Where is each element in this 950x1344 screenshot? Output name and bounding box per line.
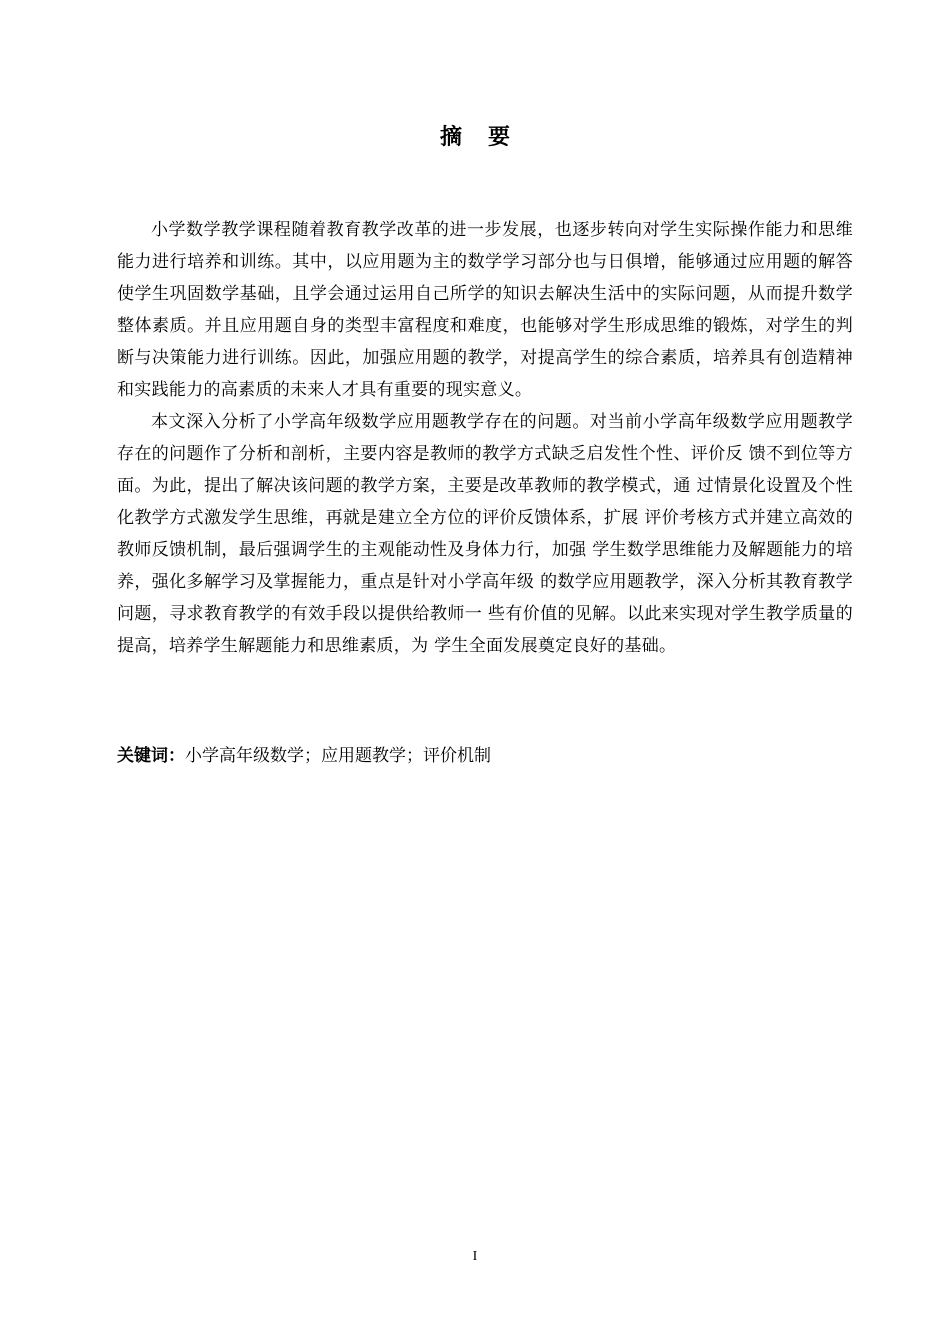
keywords-line xyxy=(117,741,853,771)
abstract-heading: 摘要 xyxy=(439,125,536,150)
page-number: I xyxy=(472,1249,478,1264)
keywords-label: 关键词： xyxy=(117,746,185,766)
abstract-paragraph-1: 小学数学教学课程随着教育教学改革的进一步发展，也逐步转向对学生实际操作能力和思维能力进行培养和训练。其中，以应用题为主的数学学习部分也与日俱增，能够通过应用题的解答使学生巩固数学基础，且学会通过运用自己所学的知识去解决生活中的实际问题，从而提升数学整体素质。并且应用题自身的类型丰富程度和难度，也能够对学生形成思维的锻炼，对学生的判断与决策能力进行训练。因此，加强应用题的教学，对提高学生的综合素质，培养具有创造精神和实践能力的高素质的未来人才具有重要的现实意义。 xyxy=(117,220,853,400)
keywords-text: 小学高年级数学；应用题教学；评价机制 xyxy=(185,746,491,766)
abstract-body xyxy=(117,214,853,662)
abstract-paragraph-2: 本文深入分析了小学高年级数学应用题教学存在的问题。对当前小学高年级数学应用题教学存在的问题作了分析和剖析，主要内容是教师的教学方式缺乏启发性个性、评价反 馈不到位等方面。为此，提出了解决该问题的教学方案，主要是改革教师的教学模式，通 过情景化设置及个性化教学方式激发学生思维，再就是建立全方位的评价反馈体系，扩展 评价考核方式并建立高效的教师反馈机制，最后强调学生的主观能动性及身体力行，加强 学生数学思维能力及解题能力的培养，强化多解学习及掌握能力，重点是针对小学高年级 的数学应用题教学，深入分析其教育教学问题，寻求教育教学的有效手段以提供给教师一 些有价值的见解。以此来实现对学生教学质量的提高，培养学生解题能力和思维素质，为 学生全面发展奠定良好的基础。 xyxy=(117,412,853,656)
